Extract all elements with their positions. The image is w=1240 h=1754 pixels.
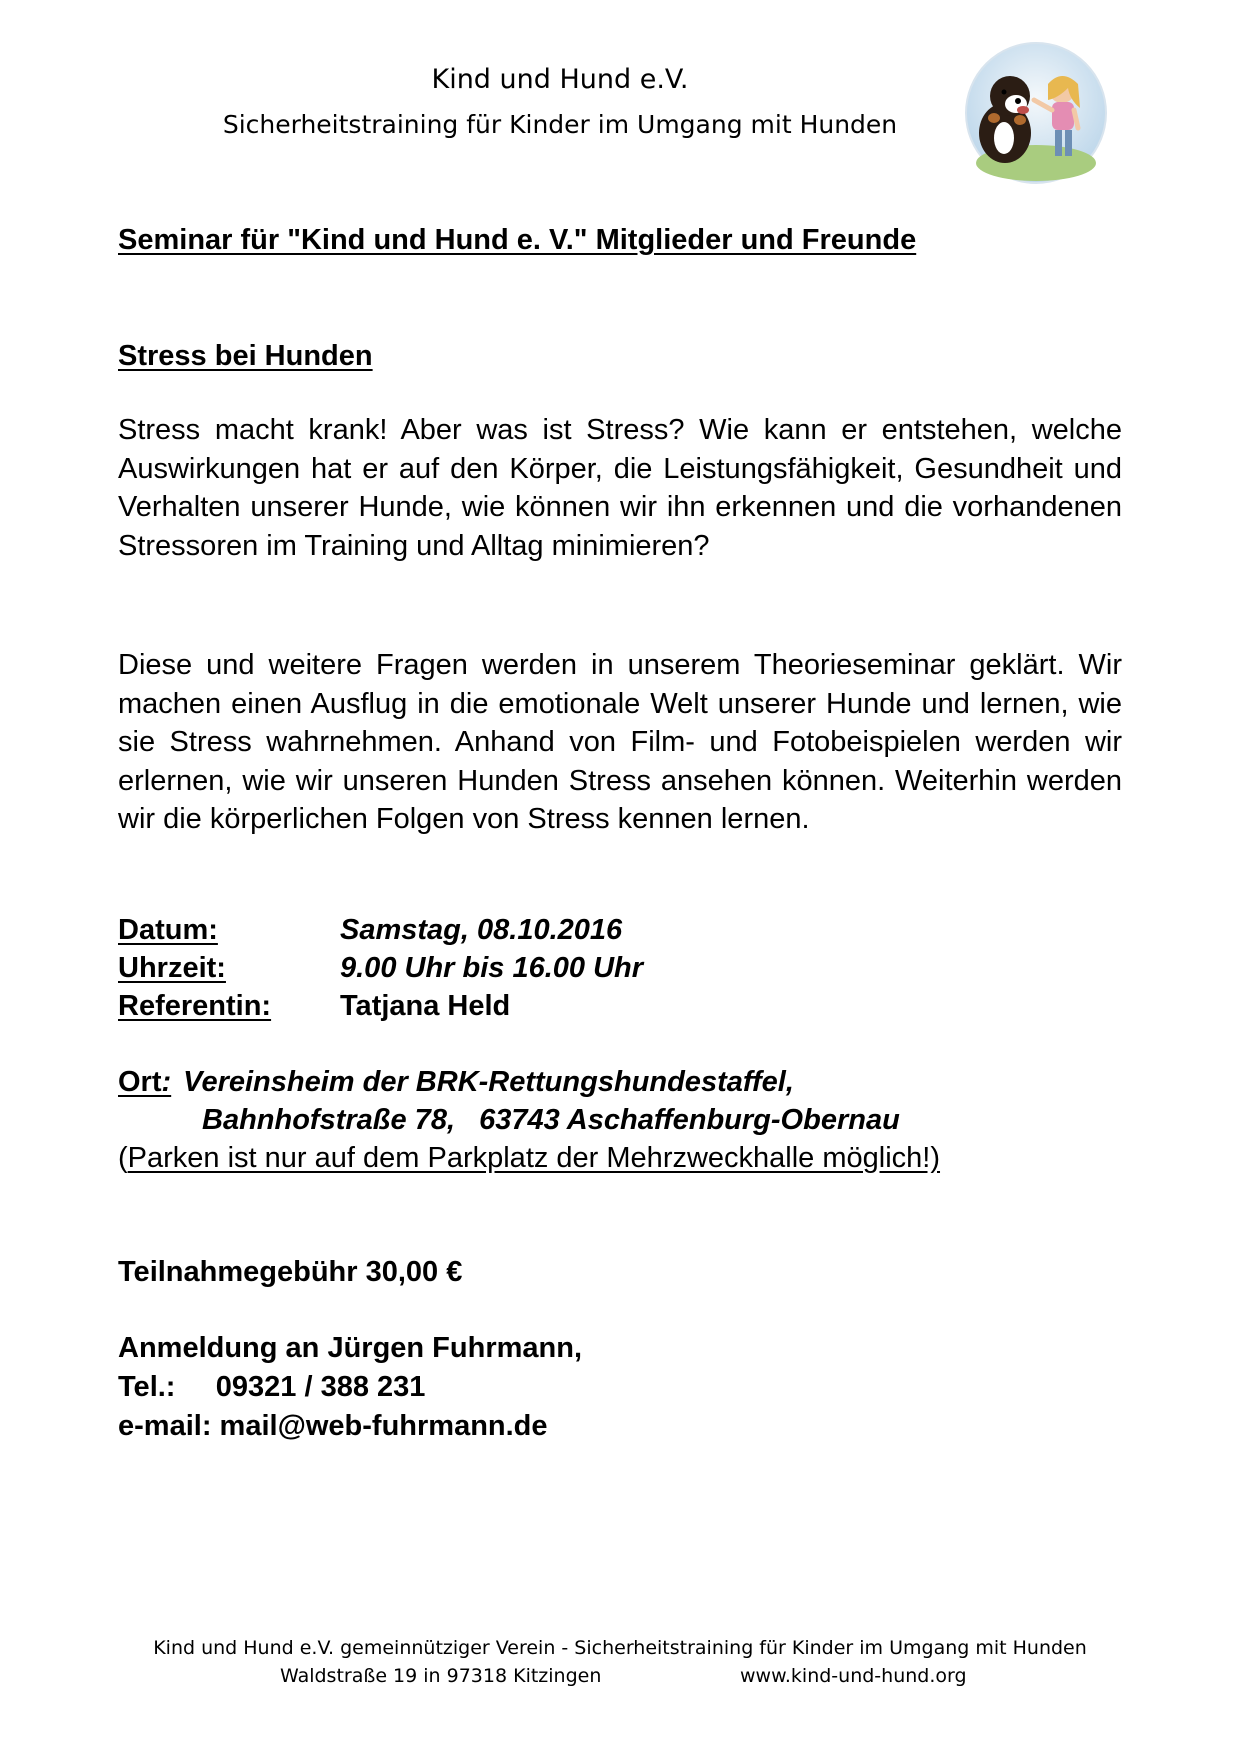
- footer-address: Waldstraße 19 in 97318 Kitzingen: [280, 1665, 602, 1687]
- description-paragraph-1: Stress macht krank! Aber was ist Stress? Wie kann er entstehen, welche Auswirkungen hat er auf den Körper, die Leistungsfähigkeit, Gesundheit und Verhalten unserer Hunde, wie können wir ihn erkennen und die vorhandenen Stressoren im Training und Alltag minimieren?: [118, 414, 1122, 562]
- description-paragraph-2: Diese und weitere Fragen werden in unserem Theorieseminar geklärt. Wir machen einen Ausflug in die emotionale Welt unserer Hunde und lernen, wie sie Stress wahrnehmen. Anhand von Film- und Fotobeispielen werden wir erlernen, wie wir unseren Hunden Stress ansehen können. Weiterhin werden wir die körperlichen Folgen von Stress kennen lernen.: [118, 649, 1122, 835]
- time-label: Uhrzeit:: [118, 952, 226, 984]
- seminar-title: Seminar für "Kind und Hund e. V." Mitglieder und Freunde: [118, 224, 917, 256]
- time-value: 9.00 Uhr bis 16.00 Uhr: [340, 952, 644, 984]
- speaker-label: Referentin:: [118, 990, 272, 1022]
- footer-description: Kind und Hund e.V. gemeinnütziger Verein - Sicherheitstraining für Kinder im Umgang mit Hunden: [153, 1637, 1087, 1659]
- footer-website: www.kind-und-hund.org: [740, 1665, 967, 1687]
- dog-and-girl-logo-icon: [960, 38, 1112, 188]
- location-venue: Vereinsheim der BRK-Rettungshundestaffel,: [183, 1066, 794, 1098]
- date-value: Samstag, 08.10.2016: [340, 914, 623, 946]
- registration-phone-row: [118, 1371, 425, 1404]
- location-colon: :: [161, 1066, 172, 1098]
- location-label: Ort: [118, 1066, 162, 1098]
- parking-note: [118, 1142, 940, 1175]
- organization-name: Kind und Hund e.V.: [431, 64, 689, 95]
- phone-number: 09321 / 388 231: [215, 1371, 426, 1403]
- organization-tagline: Sicherheitstraining für Kinder im Umgang mit Hunden: [222, 110, 898, 139]
- registration-contact: Anmeldung an Jürgen Fuhrmann,: [118, 1332, 583, 1364]
- registration-email-row: [118, 1410, 548, 1443]
- phone-label: Tel.:: [118, 1371, 176, 1403]
- location-address: Bahnhofstraße 78, 63743 Aschaffenburg-Obernau: [202, 1104, 900, 1136]
- email-address: mail@web-fuhrmann.de: [219, 1410, 548, 1442]
- date-label: Datum:: [118, 914, 218, 946]
- email-label: e-mail:: [118, 1410, 212, 1442]
- seminar-topic: Stress bei Hunden: [118, 340, 373, 372]
- parking-open-paren: (: [118, 1142, 128, 1174]
- speaker-value: Tatjana Held: [340, 990, 511, 1022]
- parking-text: Parken ist nur auf dem Parkplatz der Mehrzweckhalle möglich!): [127, 1142, 941, 1174]
- participation-fee: Teilnahmegebühr 30,00 €: [118, 1256, 463, 1288]
- location-row: [118, 1066, 794, 1099]
